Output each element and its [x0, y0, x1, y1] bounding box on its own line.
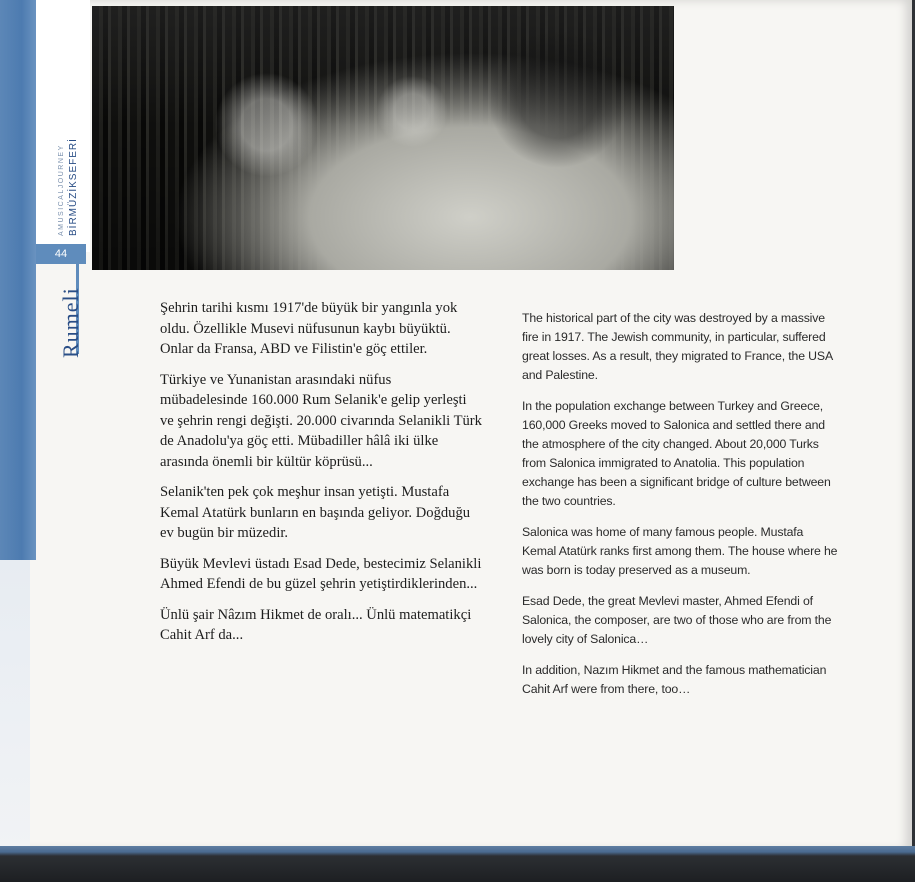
turkish-paragraph: Büyük Mevlevi üstadı Esad Dede, bestecimiz Selanikli Ahmed Efendi de bu güzel şehrin yetiştirdiklerinden... — [160, 555, 482, 592]
crowd-photo — [92, 6, 674, 270]
series-subtitle: AMUSICALJOURNEY — [58, 144, 65, 236]
english-paragraph: In addition, Nazım Hikmet and the famous mathematician Cahit Arf were from there, too… — [522, 663, 827, 696]
turkish-text-column — [160, 298, 482, 656]
turkish-paragraph: Şehrin tarihi kısmı 1917'de büyük bir yangınla yok oldu. Özellikle Musevi nüfusunun kaybı büyüktü. Onlar da Fransa, ABD ve Filistin'e göç ettiler. — [160, 300, 458, 357]
blue-margin-band — [0, 0, 36, 560]
section-title: Rumeli — [58, 287, 83, 358]
english-text-column — [522, 309, 840, 711]
turkish-paragraph: Türkiye ve Yunanistan arasındaki nüfus mübadelesinde 160.000 Rum Selanik'e gelip yerleşti ve şehrin rengi değişti. 20.000 civarında Selanikli Türk de Anadolu'ya göç etti. Mübadiller hâlâ iki ülke arasında önemli bir kültür köprüsü... — [160, 371, 482, 470]
turkish-paragraph: Selanik'ten pek çok meşhur insan yetişti. Mustafa Kemal Atatürk bunların en başında geliyor. Doğduğu ev bugün bir müzedir. — [160, 484, 471, 541]
turkish-paragraph: Ünlü şair Nâzım Hikmet de oralı... Ünlü matematikçi Cahit Arf da... — [160, 606, 472, 643]
english-paragraph: In the population exchange between Turkey and Greece, 160,000 Greeks moved to Salonica and settled there and the atmosphere of the city changed. About 20,000 Turks from Salonica immigrated to Anatolia. This population exchange has been a significant bridge of culture between the two countries. — [522, 399, 831, 508]
english-paragraph: Salonica was home of many famous people. Mustafa Kemal Atatürk ranks first among them. The house where he was born is today preserved as a museum. — [522, 525, 838, 577]
page-number: 44 — [36, 244, 86, 264]
english-paragraph: The historical part of the city was destroyed by a massive fire in 1917. The Jewish community, in particular, suffered great losses. As a result, they migrated to France, the USA and Palestine. — [522, 311, 833, 382]
book-edge — [0, 846, 915, 882]
margin-lower — [0, 560, 30, 850]
english-paragraph: Esad Dede, the great Mevlevi master, Ahmed Efendi of Salonica, the composer, are two of those who are from the lovely city of Salonica… — [522, 594, 832, 646]
series-title: BİRMÜZİKSEFERİ — [68, 138, 79, 236]
